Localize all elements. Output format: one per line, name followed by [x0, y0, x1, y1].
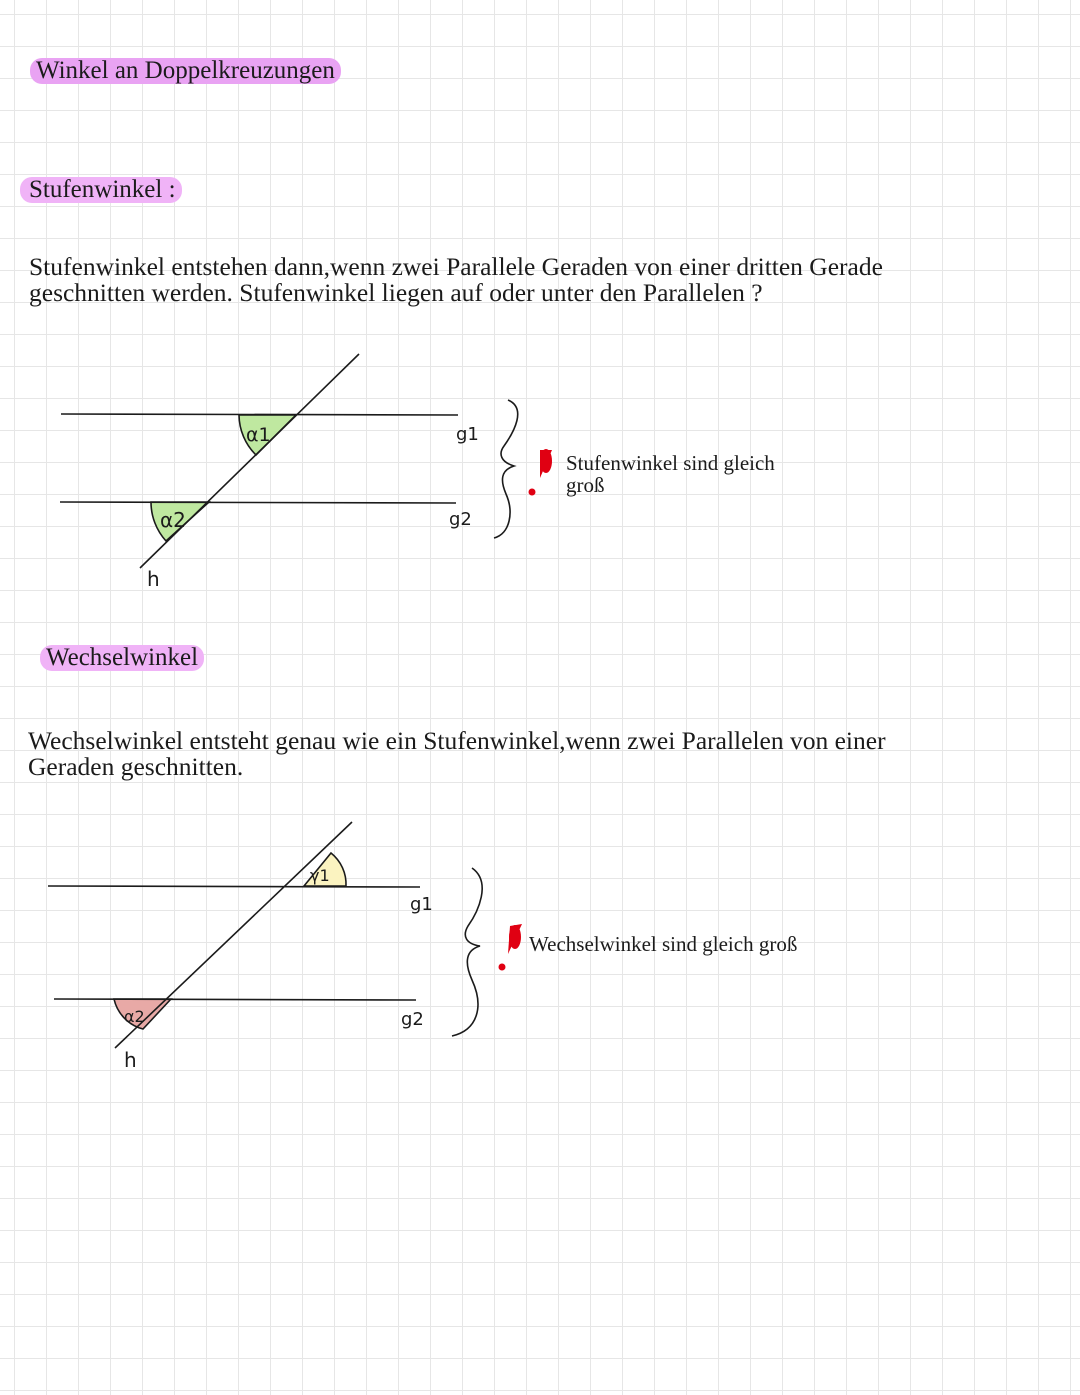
stufenwinkel-definition-line-1: Stufenwinkel entstehen dann,wenn zwei Parallele Geraden von einer dritten Gerade [29, 252, 883, 281]
label-alpha2-2: α2 [124, 1007, 145, 1026]
line-g1-2 [48, 886, 420, 887]
label-h: h [147, 567, 160, 591]
label-gamma1: γ1 [310, 866, 330, 885]
wechselwinkel-definition-line-2: Geraden geschnitten. [28, 752, 244, 781]
line-g2-2 [54, 999, 416, 1000]
wechselwinkel-note: Wechselwinkel sind gleich groß [529, 932, 798, 956]
label-alpha1: α1 [246, 424, 271, 446]
label-g1-2: g1 [410, 894, 433, 915]
wechselwinkel-definition-line-1: Wechselwinkel entsteht genau wie ein Stufenwinkel,wenn zwei Parallelen von einer [28, 726, 886, 755]
line-h-2 [115, 822, 352, 1048]
label-g2: g2 [449, 509, 472, 530]
warning-icon-2-body [509, 925, 521, 949]
page-title-text: Winkel an Doppelkreuzungen [36, 57, 335, 84]
brace-2 [452, 868, 482, 1036]
stufenwinkel-note-line-1: Stufenwinkel sind gleich [566, 451, 775, 475]
warning-icon-2-dot [499, 964, 506, 971]
label-alpha2: α2 [160, 508, 186, 532]
stufenwinkel-definition-line-2: geschnitten werden. Stufenwinkel liegen auf oder unter den Parallelen ? [29, 278, 763, 307]
label-h-2: h [124, 1048, 137, 1072]
section-heading-stufenwinkel-text: Stufenwinkel [29, 176, 163, 203]
label-g1: g1 [456, 424, 479, 445]
stufenwinkel-note-line-2: groß [566, 473, 605, 497]
label-g2-2: g2 [401, 1009, 424, 1030]
heading-colon: : [168, 176, 176, 203]
section-heading-wechselwinkel-text: Wechselwinkel [46, 644, 199, 671]
